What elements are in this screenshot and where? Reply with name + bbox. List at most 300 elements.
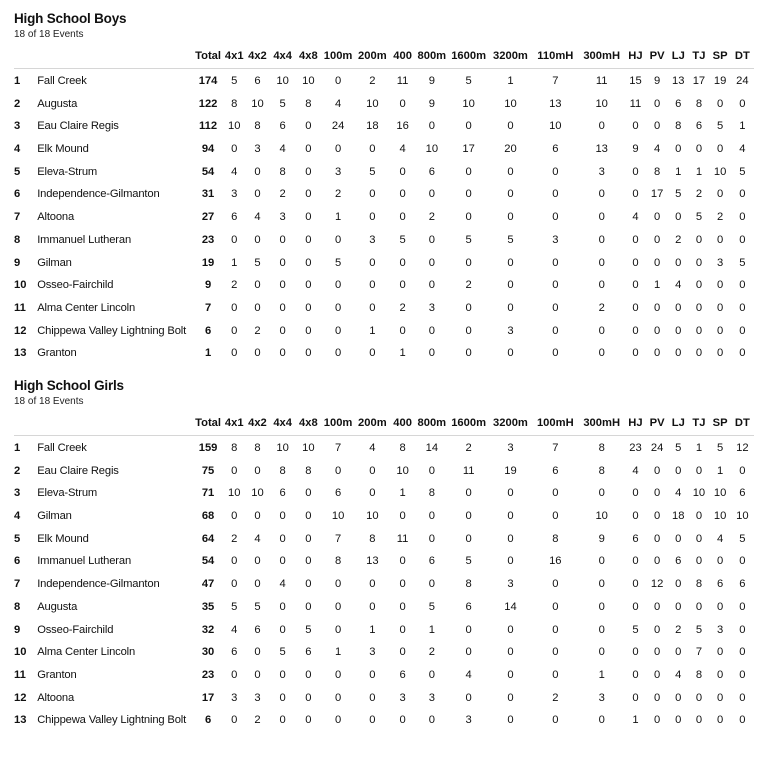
event-score: 0 bbox=[305, 301, 312, 314]
team-row bbox=[14, 342, 754, 365]
event-score: 0 bbox=[465, 165, 472, 178]
team-name: Eleva-Strum bbox=[37, 487, 98, 500]
event-score: 2 bbox=[598, 301, 605, 314]
team-row bbox=[14, 709, 754, 732]
event-score: 0 bbox=[369, 279, 376, 292]
event-score: 0 bbox=[654, 324, 661, 337]
event-score: 2 bbox=[552, 691, 559, 704]
team-name: Granton bbox=[37, 347, 77, 360]
event-score: 0 bbox=[598, 233, 605, 246]
total-score: 47 bbox=[201, 578, 215, 591]
event-score: 0 bbox=[675, 532, 682, 545]
event-score: 0 bbox=[231, 714, 238, 727]
event-score: 5 bbox=[305, 623, 312, 636]
event-score: 0 bbox=[552, 301, 559, 314]
event-score: 8 bbox=[254, 442, 261, 455]
team-name: Alma Center Lincoln bbox=[37, 646, 136, 659]
event-score: 0 bbox=[716, 600, 724, 613]
event-score: 5 bbox=[399, 233, 406, 246]
event-score: 11 bbox=[629, 97, 642, 110]
event-score: 2 bbox=[695, 188, 703, 201]
event-score: 10 bbox=[396, 464, 409, 477]
team-row bbox=[14, 505, 754, 528]
event-score: 0 bbox=[369, 668, 376, 681]
event-score: 6 bbox=[465, 600, 472, 613]
event-score: 10 bbox=[736, 510, 749, 523]
event-score: 0 bbox=[254, 464, 261, 477]
section-title: High School Boys bbox=[14, 11, 127, 26]
event-score: 0 bbox=[231, 578, 238, 591]
event-score: 4 bbox=[334, 97, 342, 110]
event-score: 8 bbox=[654, 165, 661, 178]
event-score: 2 bbox=[465, 442, 472, 455]
event-score: 1 bbox=[695, 165, 703, 178]
event-score: 8 bbox=[675, 120, 682, 133]
event-score: 0 bbox=[334, 279, 342, 292]
event-score: 2 bbox=[231, 532, 238, 545]
event-score: 9 bbox=[428, 75, 435, 88]
header-row bbox=[14, 45, 754, 68]
event-score: 0 bbox=[739, 347, 746, 360]
event-score: 0 bbox=[279, 600, 286, 613]
event-score: 10 bbox=[595, 97, 608, 110]
total-score: 112 bbox=[199, 120, 218, 133]
event-score: 0 bbox=[598, 324, 605, 337]
event-score: 6 bbox=[428, 555, 435, 568]
event-score: 0 bbox=[334, 668, 342, 681]
column-header: 100mH bbox=[532, 412, 578, 435]
event-score: 0 bbox=[598, 120, 605, 133]
event-score: 0 bbox=[305, 555, 312, 568]
total-score: 122 bbox=[198, 97, 218, 110]
event-score: 5 bbox=[334, 256, 342, 269]
event-score: 0 bbox=[598, 211, 605, 224]
event-score: 9 bbox=[428, 97, 435, 110]
event-score: 10 bbox=[228, 487, 241, 500]
event-score: 11 bbox=[595, 75, 608, 88]
event-score: 5 bbox=[279, 97, 286, 110]
event-score: 0 bbox=[632, 668, 639, 681]
rank-cell: 10 bbox=[14, 646, 27, 659]
event-score: 0 bbox=[654, 487, 661, 500]
event-score: 0 bbox=[507, 646, 514, 659]
event-score: 2 bbox=[399, 301, 406, 314]
event-score: 6 bbox=[305, 646, 312, 659]
event-score: 6 bbox=[334, 487, 342, 500]
event-score: 1 bbox=[716, 464, 724, 477]
total-score: 31 bbox=[201, 188, 215, 201]
event-score: 0 bbox=[552, 646, 559, 659]
rank-cell: 8 bbox=[14, 233, 21, 246]
event-score: 0 bbox=[305, 487, 312, 500]
event-score: 0 bbox=[716, 97, 724, 110]
event-score: 0 bbox=[507, 279, 514, 292]
event-score: 0 bbox=[632, 691, 639, 704]
rank-cell: 13 bbox=[14, 347, 27, 360]
event-score: 8 bbox=[428, 487, 435, 500]
event-score: 8 bbox=[305, 97, 312, 110]
event-score: 4 bbox=[654, 143, 661, 156]
event-score: 0 bbox=[598, 623, 605, 636]
event-score: 0 bbox=[279, 256, 286, 269]
event-score: 0 bbox=[654, 256, 661, 269]
event-score: 0 bbox=[428, 188, 435, 201]
event-score: 5 bbox=[716, 442, 724, 455]
event-score: 0 bbox=[305, 188, 312, 201]
event-score: 0 bbox=[399, 578, 406, 591]
event-score: 10 bbox=[425, 143, 439, 156]
team-row bbox=[14, 160, 754, 183]
team-row bbox=[14, 297, 754, 320]
event-score: 0 bbox=[632, 120, 639, 133]
event-score: 0 bbox=[739, 646, 746, 659]
team-name: Altoona bbox=[37, 211, 75, 224]
event-score: 8 bbox=[279, 165, 286, 178]
event-score: 0 bbox=[399, 623, 406, 636]
total-score: 27 bbox=[201, 211, 215, 224]
total-score: 23 bbox=[201, 233, 215, 246]
event-score: 0 bbox=[305, 347, 312, 360]
event-score: 0 bbox=[334, 600, 342, 613]
event-score: 0 bbox=[279, 324, 286, 337]
event-score: 0 bbox=[507, 691, 514, 704]
event-score: 7 bbox=[334, 442, 342, 455]
team-row bbox=[14, 183, 754, 206]
event-score: 0 bbox=[369, 600, 376, 613]
column-header: 4x1 bbox=[224, 412, 245, 435]
event-score: 0 bbox=[716, 714, 724, 727]
event-score: 0 bbox=[654, 555, 661, 568]
boys-results-table bbox=[14, 45, 754, 365]
event-score: 0 bbox=[507, 555, 514, 568]
event-score: 0 bbox=[695, 279, 703, 292]
event-score: 0 bbox=[716, 233, 724, 246]
event-score: 8 bbox=[254, 120, 261, 133]
event-score: 5 bbox=[739, 532, 746, 545]
event-score: 13 bbox=[549, 97, 562, 110]
event-score: 3 bbox=[598, 691, 605, 704]
column-header: 4x2 bbox=[245, 412, 270, 435]
column-header: 4x8 bbox=[295, 45, 321, 68]
event-score: 5 bbox=[254, 256, 261, 269]
total-score: 68 bbox=[201, 510, 215, 523]
event-score: 0 bbox=[279, 691, 286, 704]
total-score: 9 bbox=[204, 279, 212, 292]
event-score: 3 bbox=[716, 256, 724, 269]
event-score: 0 bbox=[598, 487, 605, 500]
event-score: 0 bbox=[399, 211, 406, 224]
event-score: 0 bbox=[231, 510, 238, 523]
column-header: 100m bbox=[321, 412, 354, 435]
event-score: 10 bbox=[713, 487, 727, 500]
column-header: 400 bbox=[390, 45, 415, 68]
event-score: 5 bbox=[279, 646, 286, 659]
event-score: 0 bbox=[695, 600, 703, 613]
rank-cell: 6 bbox=[14, 188, 21, 201]
event-score: 23 bbox=[629, 442, 642, 455]
event-score: 10 bbox=[595, 510, 608, 523]
event-score: 0 bbox=[507, 188, 514, 201]
total-score: 75 bbox=[201, 464, 215, 477]
event-score: 0 bbox=[552, 714, 559, 727]
event-score: 6 bbox=[695, 120, 703, 133]
girls-section bbox=[14, 377, 754, 732]
event-score: 11 bbox=[396, 532, 409, 545]
event-score: 4 bbox=[716, 532, 724, 545]
header-row bbox=[14, 412, 754, 435]
event-score: 0 bbox=[552, 487, 559, 500]
event-score: 13 bbox=[366, 555, 379, 568]
team-name: Fall Creek bbox=[37, 442, 87, 455]
event-score: 0 bbox=[716, 188, 724, 201]
event-score: 0 bbox=[695, 532, 703, 545]
event-score: 10 bbox=[228, 120, 241, 133]
event-score: 4 bbox=[675, 668, 682, 681]
team-name: Augusta bbox=[37, 97, 78, 110]
team-name: Granton bbox=[37, 668, 77, 681]
event-score: 10 bbox=[276, 75, 289, 88]
event-score: 4 bbox=[632, 211, 639, 224]
event-score: 0 bbox=[632, 646, 639, 659]
event-score: 0 bbox=[369, 143, 376, 156]
event-score: 4 bbox=[254, 211, 261, 224]
rank-cell: 1 bbox=[14, 442, 21, 455]
event-score: 0 bbox=[369, 464, 376, 477]
event-score: 0 bbox=[231, 347, 238, 360]
event-score: 0 bbox=[632, 578, 639, 591]
event-score: 4 bbox=[279, 578, 286, 591]
event-score: 14 bbox=[504, 600, 517, 613]
total-score: 94 bbox=[201, 143, 215, 156]
girls-results-table bbox=[14, 412, 754, 732]
event-score: 14 bbox=[425, 442, 439, 455]
event-score: 0 bbox=[369, 301, 376, 314]
event-score: 0 bbox=[369, 487, 376, 500]
column-header: Total bbox=[192, 412, 223, 435]
event-score: 2 bbox=[428, 646, 435, 659]
event-score: 0 bbox=[675, 691, 682, 704]
event-score: 0 bbox=[399, 714, 406, 727]
rank-cell: 5 bbox=[14, 532, 21, 545]
column-header: PV bbox=[646, 45, 668, 68]
team-name: Osseo-Fairchild bbox=[37, 623, 114, 636]
event-score: 0 bbox=[695, 143, 703, 156]
event-score: 0 bbox=[305, 532, 312, 545]
event-score: 0 bbox=[507, 211, 514, 224]
team-row bbox=[14, 573, 754, 596]
event-score: 0 bbox=[279, 623, 286, 636]
team-name: Chippewa Valley Lightning Bolt bbox=[37, 714, 187, 727]
event-score: 0 bbox=[231, 301, 238, 314]
event-score: 0 bbox=[654, 347, 661, 360]
event-score: 0 bbox=[716, 347, 724, 360]
event-score: 0 bbox=[675, 347, 682, 360]
event-score: 0 bbox=[739, 464, 746, 477]
event-score: 10 bbox=[713, 510, 727, 523]
event-score: 0 bbox=[632, 600, 639, 613]
event-score: 0 bbox=[507, 714, 514, 727]
event-score: 8 bbox=[279, 464, 286, 477]
event-score: 0 bbox=[739, 668, 746, 681]
team-row bbox=[14, 459, 754, 482]
event-score: 24 bbox=[331, 120, 345, 133]
event-score: 8 bbox=[598, 442, 605, 455]
event-score: 4 bbox=[739, 143, 746, 156]
event-score: 0 bbox=[428, 347, 435, 360]
event-score: 0 bbox=[598, 188, 605, 201]
event-score: 0 bbox=[334, 347, 342, 360]
event-score: 3 bbox=[507, 442, 514, 455]
event-score: 17 bbox=[692, 75, 706, 88]
event-score: 24 bbox=[650, 442, 664, 455]
event-score: 8 bbox=[552, 532, 559, 545]
total-score: 32 bbox=[201, 623, 215, 636]
event-score: 0 bbox=[598, 279, 605, 292]
event-score: 10 bbox=[692, 487, 706, 500]
event-score: 0 bbox=[598, 578, 605, 591]
column-header: DT bbox=[731, 45, 754, 68]
event-score: 7 bbox=[552, 75, 559, 88]
event-score: 0 bbox=[654, 714, 661, 727]
event-score: 0 bbox=[632, 347, 639, 360]
rank-cell: 13 bbox=[14, 714, 27, 727]
column-header: 800m bbox=[415, 412, 448, 435]
event-score: 0 bbox=[552, 165, 559, 178]
column-header: HJ bbox=[625, 412, 646, 435]
event-score: 5 bbox=[465, 233, 472, 246]
event-score: 0 bbox=[654, 97, 661, 110]
event-score: 0 bbox=[654, 600, 661, 613]
event-score: 20 bbox=[504, 143, 517, 156]
event-score: 0 bbox=[716, 668, 724, 681]
event-score: 0 bbox=[695, 301, 703, 314]
team-name: Immanuel Lutheran bbox=[37, 233, 132, 246]
team-name: Augusta bbox=[37, 600, 78, 613]
team-row bbox=[14, 618, 754, 641]
event-score: 0 bbox=[654, 120, 661, 133]
event-score: 1 bbox=[334, 211, 342, 224]
event-score: 6 bbox=[231, 646, 238, 659]
team-name: Chippewa Valley Lightning Bolt bbox=[37, 324, 187, 337]
event-score: 16 bbox=[549, 555, 562, 568]
rank-cell: 12 bbox=[14, 691, 27, 704]
event-score: 0 bbox=[675, 578, 682, 591]
rank-cell: 8 bbox=[14, 600, 21, 613]
column-header: 110mH bbox=[532, 45, 578, 68]
total-score: 54 bbox=[201, 165, 215, 178]
event-score: 0 bbox=[305, 510, 312, 523]
event-score: 6 bbox=[552, 464, 559, 477]
event-score: 0 bbox=[305, 668, 312, 681]
event-score: 3 bbox=[598, 165, 605, 178]
event-score: 2 bbox=[716, 211, 724, 224]
event-score: 5 bbox=[254, 600, 261, 613]
event-score: 2 bbox=[254, 324, 261, 337]
event-score: 0 bbox=[695, 714, 703, 727]
column-header: 4x4 bbox=[270, 412, 295, 435]
total-score: 54 bbox=[201, 555, 215, 568]
event-score: 0 bbox=[428, 510, 435, 523]
event-score: 10 bbox=[251, 487, 264, 500]
event-score: 0 bbox=[334, 714, 342, 727]
event-score: 0 bbox=[552, 188, 559, 201]
event-score: 0 bbox=[428, 279, 435, 292]
team-name: Immanuel Lutheran bbox=[37, 555, 132, 568]
event-score: 0 bbox=[654, 233, 661, 246]
event-score: 0 bbox=[305, 691, 312, 704]
column-header: 4x2 bbox=[245, 45, 270, 68]
team-name: Independence-Gilmanton bbox=[37, 578, 160, 591]
event-score: 0 bbox=[465, 211, 472, 224]
event-score: 3 bbox=[279, 211, 286, 224]
event-score: 0 bbox=[507, 256, 514, 269]
event-score: 3 bbox=[254, 143, 261, 156]
event-score: 0 bbox=[507, 668, 514, 681]
event-score: 0 bbox=[428, 714, 435, 727]
event-score: 0 bbox=[552, 578, 559, 591]
total-score: 64 bbox=[201, 532, 215, 545]
event-score: 17 bbox=[650, 188, 664, 201]
total-score: 6 bbox=[204, 324, 212, 337]
event-score: 0 bbox=[231, 143, 238, 156]
rank-cell: 3 bbox=[14, 487, 21, 500]
event-score: 10 bbox=[462, 97, 475, 110]
event-score: 0 bbox=[716, 324, 724, 337]
event-score: 15 bbox=[629, 75, 642, 88]
event-score: 0 bbox=[465, 188, 472, 201]
event-score: 4 bbox=[632, 464, 639, 477]
event-score: 6 bbox=[716, 578, 724, 591]
event-score: 0 bbox=[428, 464, 435, 477]
event-score: 0 bbox=[598, 646, 605, 659]
event-score: 0 bbox=[254, 668, 261, 681]
event-score: 0 bbox=[399, 555, 406, 568]
event-score: 6 bbox=[231, 211, 238, 224]
team-name: Gilman bbox=[37, 510, 72, 523]
event-score: 0 bbox=[465, 301, 472, 314]
team-row bbox=[14, 527, 754, 550]
event-score: 0 bbox=[399, 256, 406, 269]
event-score: 1 bbox=[428, 623, 435, 636]
total-score: 71 bbox=[201, 487, 215, 500]
event-score: 0 bbox=[598, 714, 605, 727]
rank-cell: 4 bbox=[14, 510, 21, 523]
event-score: 4 bbox=[231, 165, 238, 178]
event-score: 0 bbox=[654, 623, 661, 636]
event-score: 10 bbox=[276, 442, 289, 455]
event-score: 0 bbox=[507, 120, 514, 133]
event-score: 4 bbox=[465, 668, 472, 681]
event-score: 4 bbox=[369, 442, 376, 455]
event-score: 0 bbox=[654, 211, 661, 224]
event-score: 0 bbox=[279, 279, 286, 292]
event-score: 1 bbox=[334, 646, 342, 659]
event-score: 10 bbox=[302, 75, 315, 88]
event-score: 3 bbox=[369, 233, 376, 246]
event-score: 0 bbox=[399, 510, 406, 523]
team-name: Independence-Gilmanton bbox=[37, 188, 160, 201]
event-score: 3 bbox=[552, 233, 559, 246]
event-score: 5 bbox=[428, 600, 435, 613]
event-score: 2 bbox=[231, 279, 238, 292]
rank-cell: 1 bbox=[14, 75, 21, 88]
event-score: 0 bbox=[695, 347, 703, 360]
event-score: 5 bbox=[632, 623, 639, 636]
event-score: 0 bbox=[369, 211, 376, 224]
event-score: 0 bbox=[254, 646, 261, 659]
event-score: 11 bbox=[396, 75, 409, 88]
event-score: 6 bbox=[279, 487, 286, 500]
